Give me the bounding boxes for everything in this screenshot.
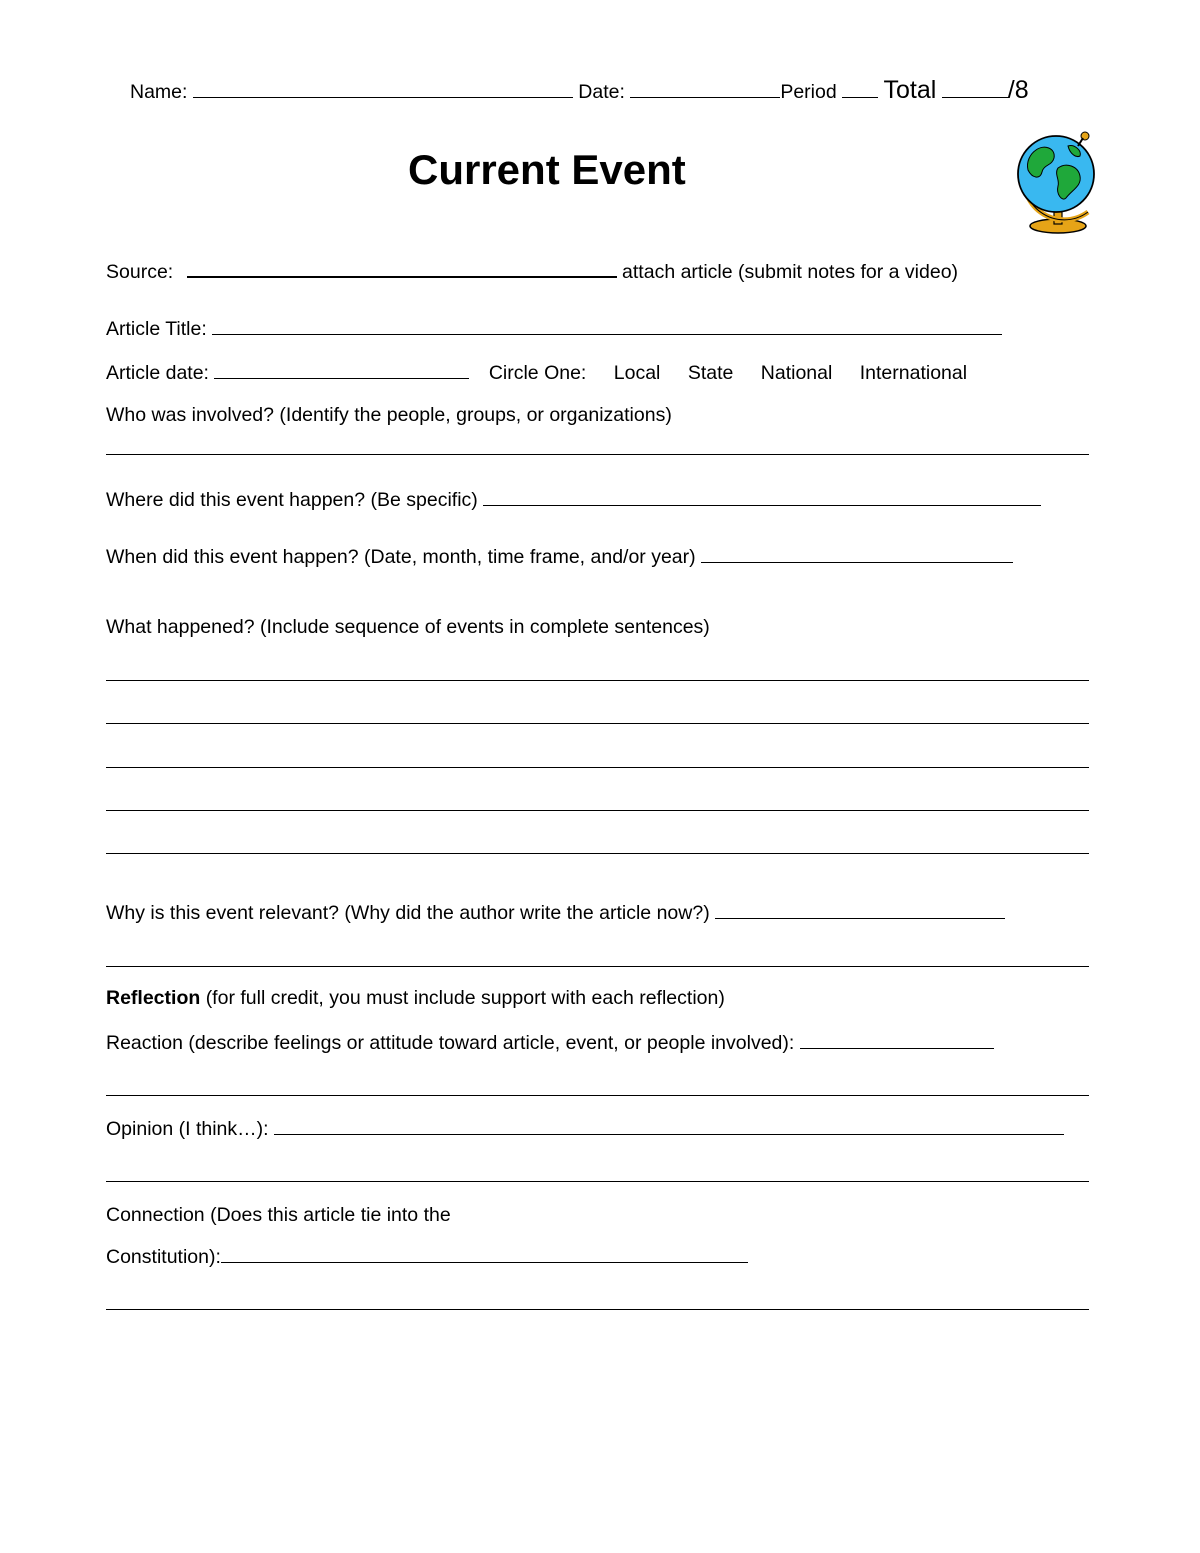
header-row — [130, 78, 1029, 104]
option-local[interactable]: Local — [613, 362, 661, 384]
period-label: Period — [780, 81, 837, 103]
date-label: Date: — [578, 81, 625, 103]
opinion-answer-line[interactable] — [106, 1181, 1089, 1182]
reflection-heading: Reflection — [106, 987, 201, 1009]
who-answer-line[interactable] — [106, 454, 1089, 455]
who-question: Who was involved? (Identify the people, groups, or organizations) — [106, 404, 672, 426]
source-field[interactable] — [187, 259, 617, 278]
connection-prompt-line1: Connection (Does this article tie into the — [106, 1204, 451, 1226]
page-title: Current Event — [408, 146, 686, 193]
connection-field[interactable] — [221, 1245, 748, 1263]
when-field[interactable] — [701, 545, 1013, 563]
why-question: Why is this event relevant? (Why did the author write the article now?) — [106, 902, 710, 924]
why-field[interactable] — [715, 901, 1005, 919]
name-field[interactable] — [193, 80, 573, 98]
what-answer-line[interactable] — [106, 723, 1089, 724]
what-answer-line[interactable] — [106, 853, 1089, 854]
article-title-field[interactable] — [212, 317, 1002, 335]
why-row — [106, 901, 1005, 925]
where-field[interactable] — [483, 488, 1041, 506]
connection-prompt-line2: Constitution): — [106, 1246, 221, 1268]
when-question: When did this event happen? (Date, month, time frame, and/or year) — [106, 546, 696, 568]
reaction-field[interactable] — [800, 1031, 994, 1049]
when-row — [106, 545, 1013, 569]
opinion-row — [106, 1117, 1064, 1141]
circle-one-label: Circle One: — [488, 362, 587, 384]
source-row — [106, 259, 958, 284]
where-question: Where did this event happen? (Be specific) — [106, 489, 478, 511]
opinion-field[interactable] — [274, 1117, 1064, 1135]
connection-answer-line[interactable] — [106, 1309, 1089, 1310]
article-title-row — [106, 317, 1002, 341]
what-answer-line[interactable] — [106, 810, 1089, 811]
reflection-note: (for full credit, you must include support with each reflection) — [205, 987, 725, 1009]
option-international[interactable]: International — [859, 362, 968, 384]
article-title-label: Article Title: — [106, 318, 207, 340]
opinion-prompt: Opinion (I think…): — [106, 1118, 269, 1140]
date-field[interactable] — [630, 80, 780, 98]
total-field[interactable] — [942, 80, 1008, 98]
where-row — [106, 488, 1041, 512]
option-national[interactable]: National — [760, 362, 833, 384]
total-suffix: /8 — [1007, 76, 1029, 104]
period-field[interactable] — [842, 80, 878, 98]
what-answer-line[interactable] — [106, 767, 1089, 768]
connection-row — [106, 1245, 748, 1269]
reflection-heading-row — [106, 986, 725, 1010]
total-label: Total — [883, 76, 937, 104]
why-answer-line[interactable] — [106, 966, 1089, 967]
globe-icon — [1006, 128, 1104, 240]
source-note: attach article (submit notes for a video) — [622, 261, 959, 283]
name-label: Name: — [130, 81, 188, 103]
what-answer-line[interactable] — [106, 680, 1089, 681]
reaction-prompt: Reaction (describe feelings or attitude toward article, event, or people involved): — [106, 1032, 795, 1054]
reaction-answer-line[interactable] — [106, 1095, 1089, 1096]
source-label: Source: — [106, 261, 174, 283]
article-date-row — [106, 361, 967, 385]
article-date-field[interactable] — [214, 361, 469, 379]
article-date-label: Article date: — [106, 362, 209, 384]
what-question: What happened? (Include sequence of events in complete sentences) — [106, 616, 710, 638]
reaction-row — [106, 1031, 994, 1055]
option-state[interactable]: State — [687, 362, 734, 384]
